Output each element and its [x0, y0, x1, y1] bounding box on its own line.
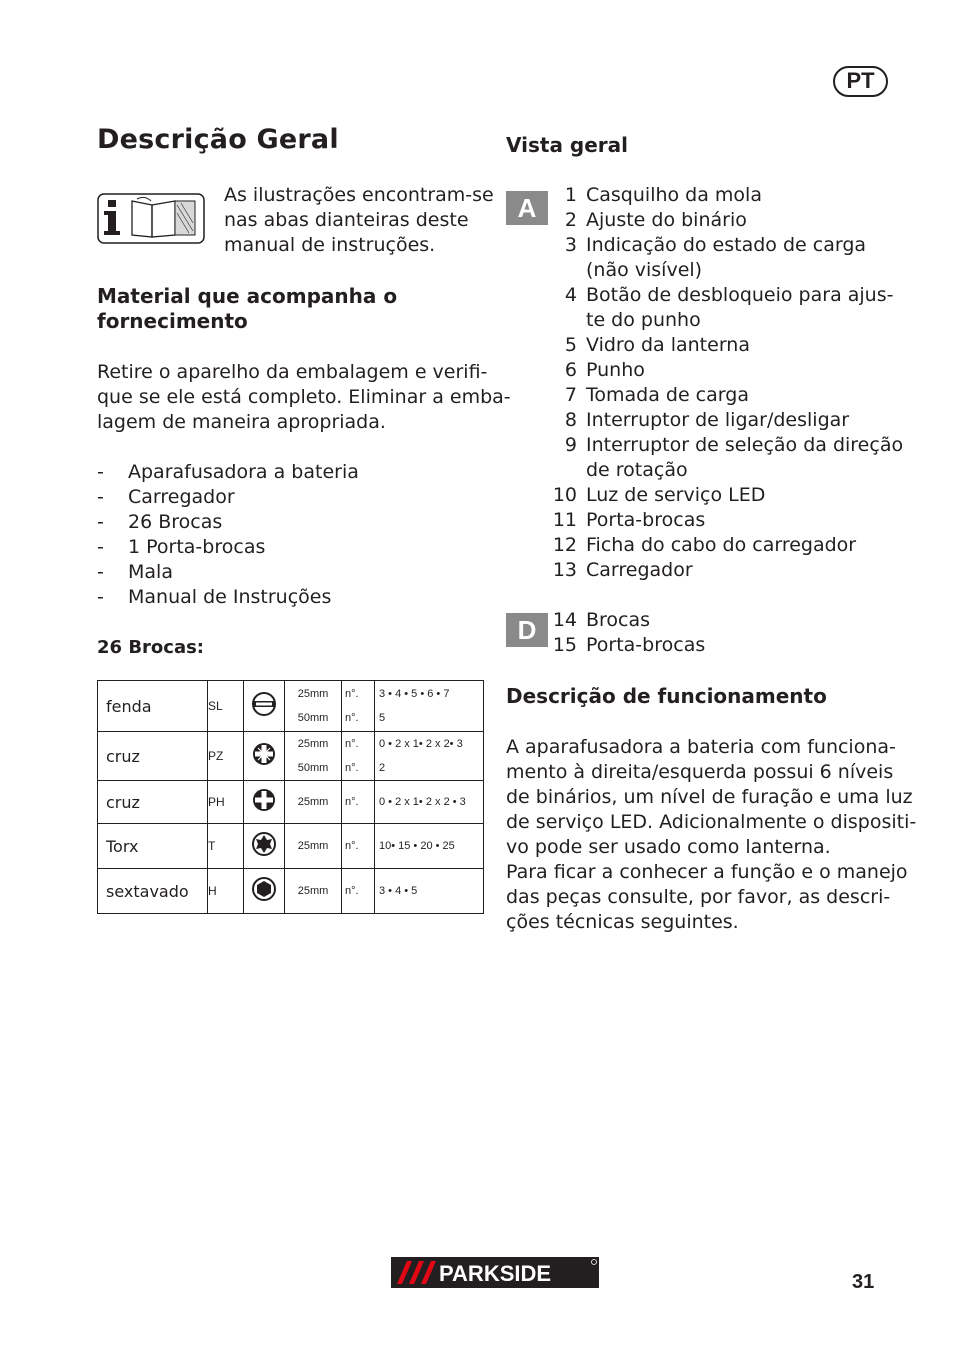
list-item: - Mala: [97, 561, 173, 583]
overview-heading: Vista geral: [506, 133, 629, 157]
bit-values: 3 • 4 • 5 • 6 • 7: [379, 688, 450, 700]
bit-type: sextavado: [98, 869, 208, 914]
hex-bit-icon: [244, 869, 285, 914]
bit-no-label: n°.: [345, 688, 359, 700]
bit-size: 25mm: [285, 781, 342, 824]
table-row: [98, 681, 484, 732]
function-text-line: ções técnicas seguintes.: [506, 911, 739, 933]
info-text-line: manual de instruções.: [224, 234, 436, 256]
bit-type: fenda: [98, 681, 208, 732]
material-heading-line: Material que acompanha o: [97, 284, 398, 308]
material-intro-line: Retire o aparelho da embalagem e verifi-: [97, 361, 488, 383]
material-intro-line: lagem de maneira apropriada.: [97, 411, 386, 433]
bit-no-label: n°.: [342, 869, 375, 914]
phillips-bit-icon: [244, 781, 285, 824]
slotted-bit-icon: [244, 681, 285, 732]
parkside-logo: [391, 1257, 599, 1288]
list-item: - Manual de Instruções: [97, 586, 332, 608]
bit-values: 0 • 2 x 1• 2 x 2 • 3: [375, 781, 484, 824]
function-text-line: de binários, um nível de furação e uma luz: [506, 786, 913, 808]
function-text-line: mento à direita/esquerda possui 6 níveis: [506, 761, 894, 783]
bit-values: 5: [379, 712, 386, 724]
table-row: [98, 824, 484, 869]
table-row: [98, 781, 484, 824]
function-heading: Descrição de funcionamento: [506, 684, 827, 708]
bit-values: 0 • 2 x 1• 2 x 2• 3: [379, 738, 463, 750]
logo-text: PARKSIDE: [439, 1261, 552, 1286]
bit-no-label: n°.: [342, 781, 375, 824]
bit-no-label: n°.: [342, 824, 375, 869]
material-list: [97, 460, 477, 610]
function-text-line: Para ficar a conhecer a função e o manejo: [506, 861, 908, 883]
page-number: 31: [852, 1271, 875, 1293]
bit-no-label: n°.: [345, 738, 359, 750]
pozidriv-bit-icon: [244, 732, 285, 781]
function-text-line: A aparafusadora a bateria com funciona-: [506, 736, 896, 758]
page-title: Descrição Geral: [97, 124, 339, 155]
function-text-line: das peças consulte, por favor, as descri-: [506, 886, 891, 908]
bits-heading: 26 Brocas:: [97, 637, 205, 658]
bit-code: PH: [208, 781, 244, 824]
bit-size: 25mm: [285, 869, 342, 914]
bit-type: cruz: [98, 732, 208, 781]
list-item: - 1 Porta-brocas: [97, 536, 266, 558]
bit-size: 25mm: [297, 738, 329, 750]
function-text-line: de serviço LED. Adicionalmente o dispositi-: [506, 811, 917, 833]
bit-type: Torx: [98, 824, 208, 869]
bit-code: PZ: [208, 732, 244, 781]
figure-d-label: D: [506, 613, 548, 647]
bit-type: cruz: [98, 781, 208, 824]
info-illustration-icon: [97, 193, 205, 244]
bit-size: 50mm: [297, 762, 329, 774]
material-heading: [97, 284, 397, 334]
bit-no-label: n°.: [345, 712, 359, 724]
function-text-line: vo pode ser usado como lanterna.: [506, 836, 831, 858]
bit-size: 25mm: [285, 824, 342, 869]
figure-a-label: A: [506, 191, 548, 225]
bit-code: H: [208, 869, 244, 914]
bit-no-label: n°.: [345, 762, 359, 774]
bit-values: 2: [379, 762, 386, 774]
material-intro-line: que se ele está completo. Eliminar a emba-: [97, 386, 511, 408]
list-item: - Aparafusadora a bateria: [97, 461, 359, 483]
table-row: [98, 869, 484, 914]
bit-code: T: [208, 824, 244, 869]
info-text-line: nas abas dianteiras deste: [224, 209, 469, 231]
list-item: - Carregador: [97, 486, 235, 508]
language-badge: PT: [833, 66, 888, 97]
info-text-line: As ilustrações encontram-se: [224, 184, 494, 206]
bit-size: 25mm: [297, 688, 329, 700]
bit-values: 3 • 4 • 5: [375, 869, 484, 914]
material-heading-line: fornecimento: [97, 309, 248, 333]
torx-bit-icon: [244, 824, 285, 869]
bits-table: [97, 680, 484, 914]
bit-code: SL: [208, 681, 244, 732]
list-item: - 26 Brocas: [97, 511, 223, 533]
bit-size: 50mm: [297, 712, 329, 724]
table-row: [98, 732, 484, 781]
bit-values: 10• 15 • 20 • 25: [375, 824, 484, 869]
